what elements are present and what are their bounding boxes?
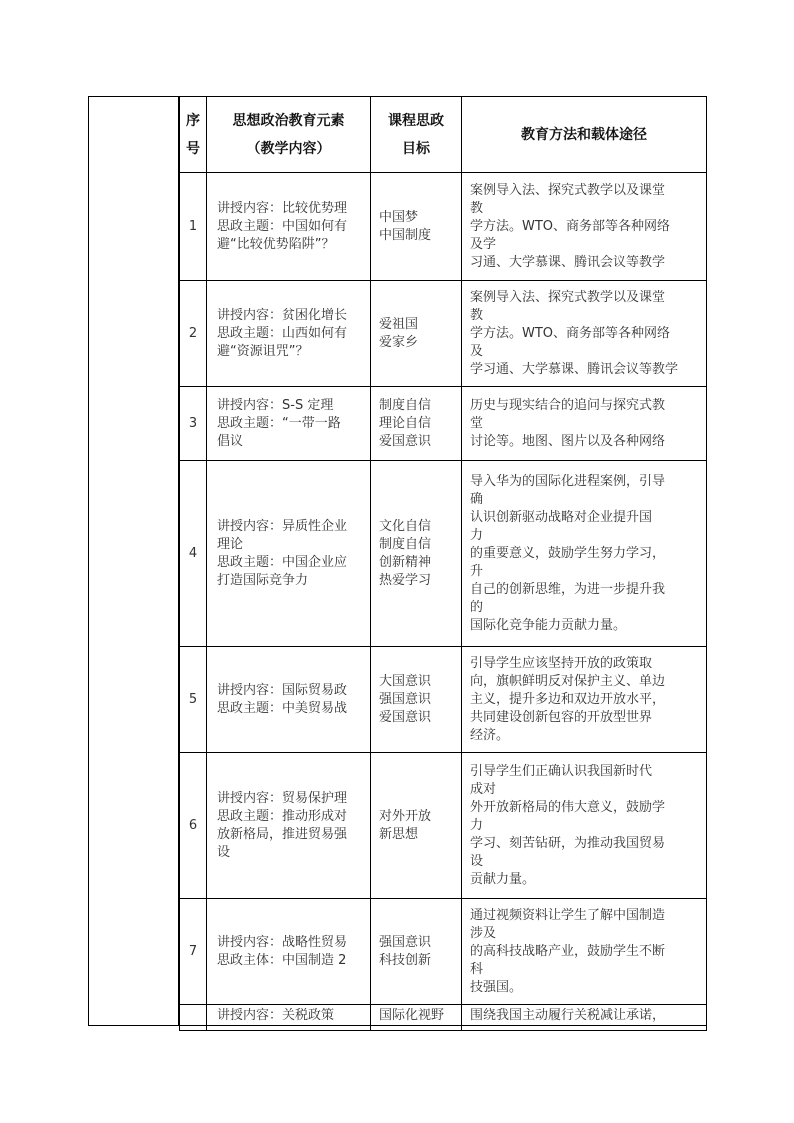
table-row (180, 899, 707, 1005)
row-number (180, 1005, 207, 1031)
header-method: 教育方法和载体途径 (462, 97, 707, 173)
row-methods: 历史与现实结合的追问与探究式教 堂 讨论等。地图、图片以及各种网络 (462, 387, 707, 461)
row-elements: 讲授内容：贫困化增长 思政主题：山西如何有 避“资源诅咒”？ (207, 281, 371, 387)
row-number: 2 (180, 281, 207, 387)
row-elements: 讲授内容：战略性贸易 思政主体：中国制造 2 (207, 899, 371, 1005)
row-number: 1 (180, 173, 207, 281)
row-goals: 爱祖国 爱家乡 (371, 281, 462, 387)
row-elements: 讲授内容：关税政策 (207, 1005, 371, 1031)
row-elements: 讲授内容：S-S 定理 思政主题：“一带一路 倡议 (207, 387, 371, 461)
row-goals: 对外开放 新思想 (371, 753, 462, 899)
header-seq: 序 号 (180, 97, 207, 173)
header-row (180, 97, 707, 173)
table-row (180, 387, 707, 461)
row-methods: 案例导入法、探究式教学以及课堂 教 学方法。WTO、商务部等各种网络 及 学习通、大学慕课、腾讯会议等教学 (462, 281, 707, 387)
header-elements: 思想政治教育元素 （教学内容） (207, 97, 371, 173)
row-methods: 案例导入法、探究式教学以及课堂 教 学方法。WTO、商务部等各种网络 及学 习通、大学慕课、腾讯会议等教学 (462, 173, 707, 281)
row-number: 3 (180, 387, 207, 461)
row-goals: 文化自信 制度自信 创新精神 热爱学习 (371, 461, 462, 647)
row-number: 4 (180, 461, 207, 647)
table-row (180, 281, 707, 387)
row-methods: 通过视频资料让学生了解中国制造 涉及 的高科技战略产业，鼓励学生不断 科 技强国。 (462, 899, 707, 1005)
table-row (180, 461, 707, 647)
row-number: 6 (180, 753, 207, 899)
row-goals: 强国意识 科技创新 (371, 899, 462, 1005)
row-number: 7 (180, 899, 207, 1005)
table-row (180, 647, 707, 753)
row-elements: 讲授内容：异质性企业 理论 思政主题：中国企业应 打造国际竞争力 (207, 461, 371, 647)
curriculum-table (179, 96, 707, 1031)
table-row (180, 1005, 707, 1031)
row-elements: 讲授内容：比较优势理 思政主题：中国如何有 避“比较优势陷阱”？ (207, 173, 371, 281)
header-goal: 课程思政 目标 (371, 97, 462, 173)
row-goals: 大国意识 强国意识 爱国意识 (371, 647, 462, 753)
row-methods: 引导学生们正确认识我国新时代 成对 外开放新格局的伟大意义，鼓励学 力 学习、刻苦钻研，为推动我国贸易 设 贡献力量。 (462, 753, 707, 899)
row-methods: 围绕我国主动履行关税减让承诺， (462, 1005, 707, 1031)
table-row (180, 173, 707, 281)
row-goals: 制度自信 理论自信 爱国意识 (371, 387, 462, 461)
row-methods: 导入华为的国际化进程案例，引导 确 认识创新驱动战略对企业提升国 力 的重要意义，鼓励学生努力学习， 升 自己的创新思维，为进一步提升我 的 国际化竞争能力贡献力量。 (462, 461, 707, 647)
table-row (180, 753, 707, 899)
row-goals: 国际化视野 (371, 1005, 462, 1031)
row-elements: 讲授内容：贸易保护理 思政主题：推动形成对 放新格局，推进贸易强 设 (207, 753, 371, 899)
row-elements: 讲授内容：国际贸易政 思政主题：中美贸易战 (207, 647, 371, 753)
row-number: 5 (180, 647, 207, 753)
row-goals: 中国梦 中国制度 (371, 173, 462, 281)
row-methods: 引导学生应该坚持开放的政策取 向，旗帜鲜明反对保护主义、单边 主义，提升多边和双边开放水平， 共同建设创新包容的开放型世界 经济。 (462, 647, 707, 753)
left-blank-column (88, 96, 179, 1026)
